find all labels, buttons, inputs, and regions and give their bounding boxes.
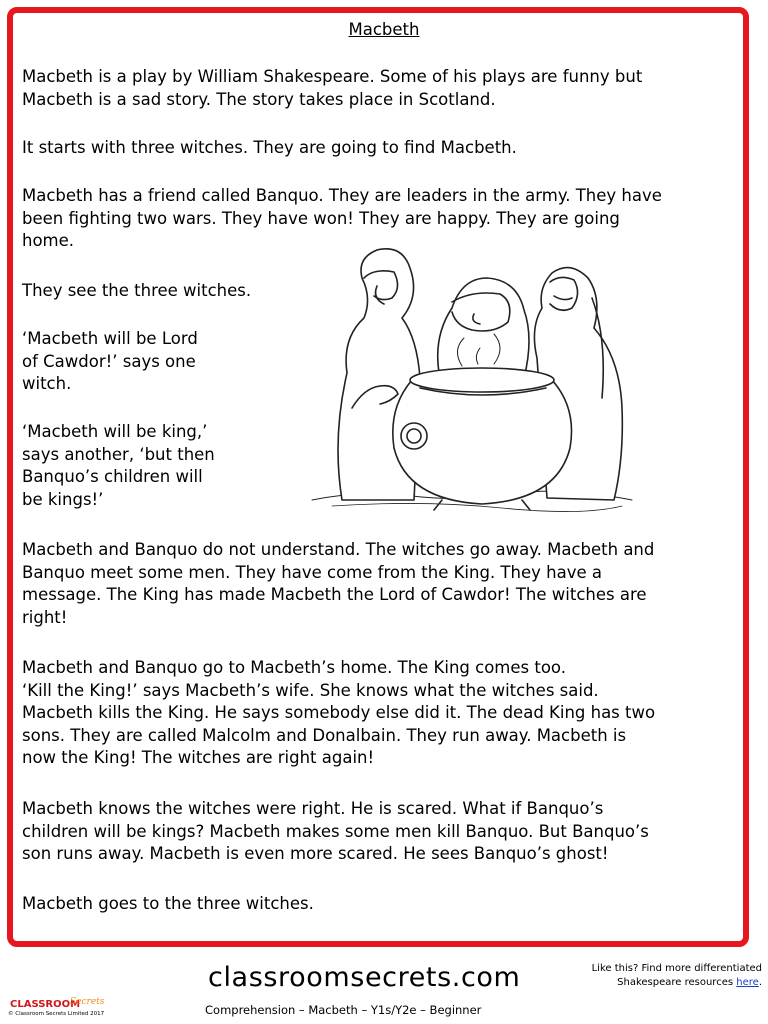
paragraph: Macbeth knows the witches were right. He is scared. What if Banquo’s children will be kings? Macbeth makes some men kill Banquo. But Banquo’s son runs away. Macbeth is even more scared. He sees Banquo’s ghost! <box>22 799 649 863</box>
worksheet-subtitle: Comprehension – Macbeth – Y1s/Y2e – Beginner <box>205 1003 482 1017</box>
svg-text:Secrets: Secrets <box>70 997 105 1007</box>
here-link[interactable]: here <box>736 977 759 988</box>
paragraph: Macbeth and Banquo go to Macbeth’s home. The King comes too. ‘Kill the King!’ says Macbeth’s wife. She knows what the witches said. Macbeth kills the King. He says somebody else did it. The dead King has two sons. They are called Malcolm and Donalbain. They run away. Macbeth is now the King! The witches are right again! <box>22 658 656 767</box>
page-title: Macbeth <box>348 20 420 39</box>
witches-cauldron-illustration <box>302 238 642 528</box>
paragraph: ‘Macbeth will be Lord of Cawdor!’ says one witch. <box>22 329 198 393</box>
paragraph: Macbeth has a friend called Banquo. They are leaders in the army. They have been fighting two wars. They have won! They are happy. They are going home. <box>22 186 662 250</box>
paragraph: ‘Macbeth will be king,’ says another, ‘but then Banquo’s children will be kings!’ <box>22 422 215 509</box>
svg-text:CLASSROOM: CLASSROOM <box>10 999 81 1010</box>
copyright-text: © Classroom Secrets Limited 2017 <box>8 1011 105 1017</box>
site-name[interactable]: classroomsecrets.com <box>208 962 521 993</box>
more-resources-note: Like this? Find more differentiated Shakespeare resources here. <box>591 963 762 988</box>
paragraph: It starts with three witches. They are going to find Macbeth. <box>22 138 517 157</box>
paragraph: Macbeth is a play by William Shakespeare. Some of his plays are funny but Macbeth is a sad story. The story takes place in Scotland. <box>22 67 643 109</box>
paragraph: They see the three witches. <box>22 281 252 300</box>
paragraph: Macbeth goes to the three witches. <box>22 894 314 913</box>
paragraph: Macbeth and Banquo do not understand. The witches go away. Macbeth and Banquo meet some men. They have come from the King. They have a message. The King has made Macbeth the Lord of Cawdor! The witches are right! <box>22 540 655 627</box>
